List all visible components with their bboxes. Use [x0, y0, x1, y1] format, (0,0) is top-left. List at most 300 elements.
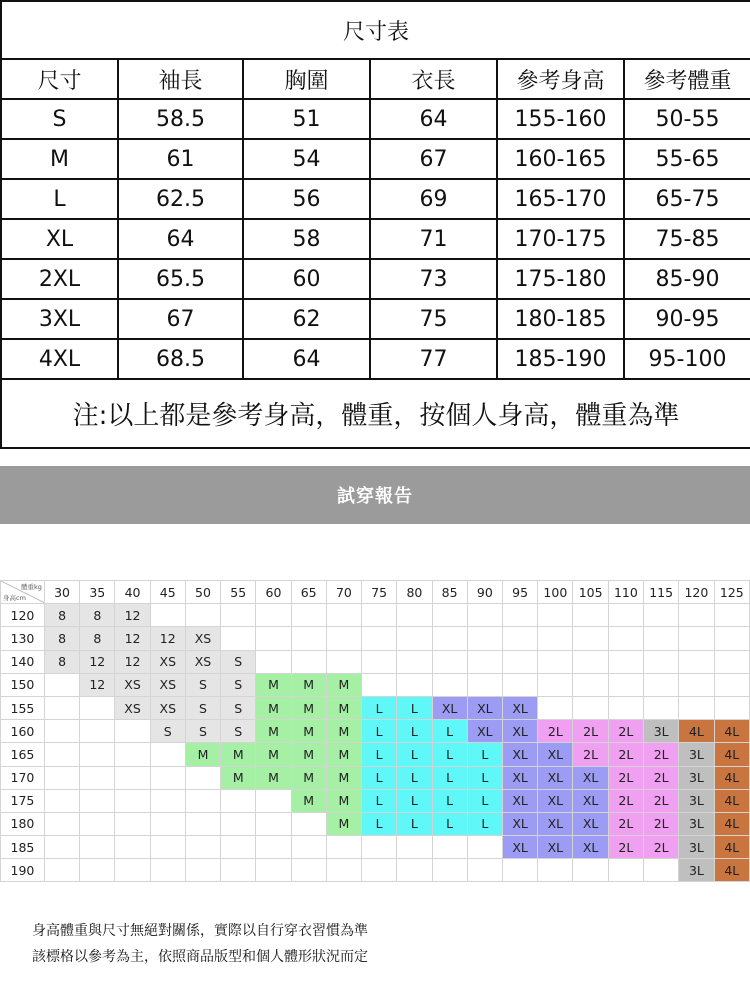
size-suggestion-cell: L: [397, 789, 432, 812]
size-suggestion-cell: L: [467, 766, 502, 789]
size-suggestion-cell: [362, 836, 397, 859]
size-suggestion-cell: XL: [573, 812, 608, 835]
weight-label: 90: [467, 581, 502, 604]
size-suggestion-cell: XL: [502, 696, 537, 719]
height-label: 175: [1, 789, 45, 812]
size-suggestion-cell: [115, 859, 150, 882]
size-suggestion-cell: [714, 627, 749, 650]
header-sleeve: 袖長: [118, 59, 243, 99]
weight-label: 40: [115, 581, 150, 604]
size-suggestion-cell: XS: [115, 696, 150, 719]
size-suggestion-cell: L: [397, 766, 432, 789]
size-suggestion-cell: [714, 673, 749, 696]
size-suggestion-cell: 2L: [644, 812, 679, 835]
size-suggestion-cell: M: [326, 720, 361, 743]
size-cell-ref-height: 160-165: [497, 139, 624, 179]
size-cell-chest: 51: [243, 99, 370, 139]
size-suggestion-cell: [44, 836, 79, 859]
size-suggestion-cell: 12: [115, 604, 150, 627]
size-suggestion-cell: S: [185, 696, 220, 719]
size-suggestion-cell: XL: [502, 836, 537, 859]
height-label: 180: [1, 812, 45, 835]
size-suggestion-cell: [608, 627, 643, 650]
size-suggestion-cell: XS: [185, 650, 220, 673]
size-suggestion-cell: [608, 696, 643, 719]
size-suggestion-cell: [185, 604, 220, 627]
size-suggestion-cell: [185, 766, 220, 789]
size-suggestion-cell: [432, 604, 467, 627]
size-cell-length: 69: [370, 179, 497, 219]
height-label: 160: [1, 720, 45, 743]
size-suggestion-cell: [150, 743, 185, 766]
size-cell-sleeve: 68.5: [118, 339, 243, 379]
size-cell-size: S: [1, 99, 118, 139]
weight-label: 50: [185, 581, 220, 604]
size-suggestion-cell: [44, 812, 79, 835]
size-suggestion-cell: [115, 720, 150, 743]
size-suggestion-cell: S: [185, 673, 220, 696]
weight-label: 95: [502, 581, 537, 604]
size-suggestion-cell: M: [256, 720, 291, 743]
grid-corner: [1, 581, 45, 604]
weight-label: 120: [679, 581, 714, 604]
weight-header-row: [1, 581, 750, 604]
size-suggestion-cell: [608, 604, 643, 627]
size-suggestion-cell: XL: [573, 766, 608, 789]
size-cell-length: 77: [370, 339, 497, 379]
size-cell-chest: 62: [243, 299, 370, 339]
size-cell-sleeve: 67: [118, 299, 243, 339]
size-suggestion-cell: XL: [467, 696, 502, 719]
size-suggestion-cell: [115, 812, 150, 835]
size-suggestion-cell: M: [291, 789, 326, 812]
size-cell-ref-weight: 75-85: [624, 219, 750, 259]
size-suggestion-cell: 2L: [573, 720, 608, 743]
size-suggestion-cell: M: [326, 696, 361, 719]
size-cell-ref-weight: 65-75: [624, 179, 750, 219]
size-suggestion-cell: [714, 604, 749, 627]
size-suggestion-cell: [44, 720, 79, 743]
size-suggestion-cell: [362, 604, 397, 627]
size-suggestion-cell: [44, 696, 79, 719]
size-suggestion-cell: S: [150, 720, 185, 743]
size-cell-sleeve: 58.5: [118, 99, 243, 139]
size-cell-ref-weight: 50-55: [624, 99, 750, 139]
size-suggestion-cell: [362, 673, 397, 696]
size-suggestion-cell: [538, 604, 573, 627]
size-suggestion-cell: 2L: [644, 766, 679, 789]
size-cell-chest: 56: [243, 179, 370, 219]
size-suggestion-cell: L: [362, 789, 397, 812]
size-suggestion-cell: 3L: [679, 859, 714, 882]
size-cell-sleeve: 64: [118, 219, 243, 259]
size-suggestion-cell: L: [397, 720, 432, 743]
size-suggestion-cell: [291, 627, 326, 650]
size-suggestion-cell: 4L: [714, 766, 749, 789]
size-cell-sleeve: 62.5: [118, 179, 243, 219]
size-cell-chest: 64: [243, 339, 370, 379]
size-suggestion-cell: [80, 859, 115, 882]
size-suggestion-cell: S: [221, 650, 256, 673]
size-suggestion-cell: [644, 696, 679, 719]
size-suggestion-cell: [185, 812, 220, 835]
size-chart-header-row: [1, 59, 750, 99]
size-suggestion-cell: [679, 650, 714, 673]
size-suggestion-cell: 3L: [679, 836, 714, 859]
size-suggestion-cell: [397, 859, 432, 882]
size-suggestion-cell: [326, 604, 361, 627]
size-cell-ref-height: 175-180: [497, 259, 624, 299]
size-suggestion-cell: [608, 673, 643, 696]
size-suggestion-cell: [185, 836, 220, 859]
height-label: 150: [1, 673, 45, 696]
height-row: [1, 789, 750, 812]
size-row: [1, 139, 750, 179]
size-suggestion-cell: L: [467, 789, 502, 812]
size-row: [1, 99, 750, 139]
weight-label: 60: [256, 581, 291, 604]
height-label: 170: [1, 766, 45, 789]
size-suggestion-cell: [221, 859, 256, 882]
size-suggestion-cell: 8: [44, 650, 79, 673]
size-suggestion-cell: XL: [502, 789, 537, 812]
size-cell-ref-weight: 85-90: [624, 259, 750, 299]
size-cell-size: M: [1, 139, 118, 179]
weight-label: 55: [221, 581, 256, 604]
weight-label: 30: [44, 581, 79, 604]
size-suggestion-cell: M: [326, 766, 361, 789]
size-suggestion-cell: [502, 673, 537, 696]
size-suggestion-cell: L: [432, 766, 467, 789]
size-suggestion-cell: [644, 650, 679, 673]
size-suggestion-cell: XL: [573, 789, 608, 812]
size-suggestion-cell: 2L: [573, 743, 608, 766]
size-suggestion-cell: XS: [150, 696, 185, 719]
weight-label: 115: [644, 581, 679, 604]
size-suggestion-cell: [538, 673, 573, 696]
height-row: [1, 696, 750, 719]
height-label: 165: [1, 743, 45, 766]
height-row: [1, 673, 750, 696]
size-cell-sleeve: 65.5: [118, 259, 243, 299]
size-cell-chest: 58: [243, 219, 370, 259]
size-suggestion-cell: L: [362, 812, 397, 835]
size-suggestion-cell: 2L: [644, 743, 679, 766]
size-suggestion-cell: M: [221, 766, 256, 789]
size-suggestion-cell: [80, 766, 115, 789]
size-suggestion-cell: [185, 789, 220, 812]
size-suggestion-cell: L: [432, 812, 467, 835]
size-suggestion-cell: [44, 766, 79, 789]
size-suggestion-cell: 3L: [679, 789, 714, 812]
size-cell-size: L: [1, 179, 118, 219]
height-row: [1, 627, 750, 650]
size-suggestion-cell: L: [397, 696, 432, 719]
header-chest: 胸圍: [243, 59, 370, 99]
size-suggestion-cell: L: [397, 812, 432, 835]
weight-label: 35: [80, 581, 115, 604]
size-suggestion-cell: [256, 789, 291, 812]
size-chart-note: 注:以上都是參考身高，體重，按個人身高，體重為準: [1, 379, 750, 448]
size-suggestion-cell: [362, 859, 397, 882]
size-suggestion-cell: [362, 650, 397, 673]
size-suggestion-cell: [256, 812, 291, 835]
size-suggestion-cell: [644, 627, 679, 650]
size-suggestion-cell: 4L: [679, 720, 714, 743]
size-suggestion-cell: [221, 627, 256, 650]
size-suggestion-cell: XL: [538, 812, 573, 835]
size-suggestion-cell: 12: [115, 627, 150, 650]
height-row: [1, 812, 750, 835]
size-cell-ref-height: 165-170: [497, 179, 624, 219]
size-suggestion-cell: M: [256, 766, 291, 789]
size-suggestion-cell: [467, 859, 502, 882]
size-suggestion-cell: XS: [185, 627, 220, 650]
height-label: 190: [1, 859, 45, 882]
size-suggestion-cell: 12: [115, 650, 150, 673]
size-suggestion-cell: [679, 673, 714, 696]
size-suggestion-cell: [432, 650, 467, 673]
size-suggestion-cell: [221, 604, 256, 627]
weight-label: 100: [538, 581, 573, 604]
size-suggestion-cell: 2L: [608, 720, 643, 743]
size-suggestion-cell: [714, 696, 749, 719]
size-suggestion-cell: [221, 836, 256, 859]
size-suggestion-cell: M: [256, 743, 291, 766]
size-cell-ref-height: 185-190: [497, 339, 624, 379]
size-suggestion-cell: M: [291, 766, 326, 789]
size-suggestion-cell: [326, 836, 361, 859]
size-suggestion-cell: 4L: [714, 859, 749, 882]
size-cell-chest: 54: [243, 139, 370, 179]
size-suggestion-cell: [397, 627, 432, 650]
size-suggestion-cell: M: [326, 789, 361, 812]
size-cell-ref-weight: 95-100: [624, 339, 750, 379]
size-suggestion-cell: 2L: [608, 836, 643, 859]
size-suggestion-cell: [467, 627, 502, 650]
size-suggestion-cell: [432, 836, 467, 859]
size-suggestion-cell: [185, 859, 220, 882]
size-suggestion-cell: 3L: [679, 812, 714, 835]
size-suggestion-cell: [538, 859, 573, 882]
size-suggestion-cell: XL: [538, 743, 573, 766]
size-suggestion-cell: 12: [80, 650, 115, 673]
height-label: 130: [1, 627, 45, 650]
size-suggestion-cell: L: [432, 743, 467, 766]
size-suggestion-cell: M: [291, 720, 326, 743]
size-suggestion-cell: XL: [538, 766, 573, 789]
size-suggestion-cell: [432, 627, 467, 650]
size-suggestion-cell: [573, 650, 608, 673]
size-row: [1, 219, 750, 259]
size-suggestion-cell: L: [362, 720, 397, 743]
height-row: [1, 650, 750, 673]
size-suggestion-cell: [80, 836, 115, 859]
size-cell-size: XL: [1, 219, 118, 259]
size-suggestion-cell: [573, 673, 608, 696]
size-suggestion-cell: XL: [502, 743, 537, 766]
size-suggestion-cell: [150, 859, 185, 882]
size-suggestion-cell: [538, 650, 573, 673]
size-suggestion-cell: 8: [80, 627, 115, 650]
size-suggestion-cell: [150, 812, 185, 835]
size-suggestion-cell: L: [467, 743, 502, 766]
size-suggestion-cell: [291, 604, 326, 627]
size-suggestion-cell: [432, 673, 467, 696]
size-suggestion-cell: [573, 604, 608, 627]
size-suggestion-cell: 2L: [644, 836, 679, 859]
size-cell-length: 73: [370, 259, 497, 299]
size-cell-length: 71: [370, 219, 497, 259]
size-suggestion-cell: XL: [467, 720, 502, 743]
size-suggestion-cell: 12: [150, 627, 185, 650]
size-suggestion-cell: S: [221, 720, 256, 743]
size-suggestion-cell: S: [185, 720, 220, 743]
weight-label: 110: [608, 581, 643, 604]
size-suggestion-cell: [44, 859, 79, 882]
size-suggestion-cell: M: [256, 696, 291, 719]
size-suggestion-cell: [256, 627, 291, 650]
size-suggestion-cell: [150, 789, 185, 812]
fit-note-line-2: 該標格以參考為主，依照商品版型和個人體形狀況而定: [32, 949, 368, 965]
size-cell-ref-height: 155-160: [497, 99, 624, 139]
size-suggestion-cell: [538, 696, 573, 719]
size-suggestion-cell: [573, 696, 608, 719]
size-cell-chest: 60: [243, 259, 370, 299]
size-suggestion-cell: L: [432, 720, 467, 743]
size-cell-size: 3XL: [1, 299, 118, 339]
size-suggestion-cell: [362, 627, 397, 650]
size-suggestion-cell: L: [362, 766, 397, 789]
size-suggestion-cell: 4L: [714, 836, 749, 859]
size-suggestion-cell: L: [362, 696, 397, 719]
size-suggestion-cell: 12: [80, 673, 115, 696]
weight-label: 80: [397, 581, 432, 604]
size-suggestion-cell: [80, 789, 115, 812]
size-suggestion-cell: [679, 604, 714, 627]
size-suggestion-cell: [115, 766, 150, 789]
size-suggestion-cell: 2L: [644, 789, 679, 812]
size-suggestion-cell: [44, 743, 79, 766]
size-cell-size: 4XL: [1, 339, 118, 379]
size-cell-ref-height: 170-175: [497, 219, 624, 259]
header-ref-height: 參考身高: [497, 59, 624, 99]
height-row: [1, 859, 750, 882]
size-suggestion-cell: [502, 859, 537, 882]
size-suggestion-cell: XL: [502, 720, 537, 743]
size-suggestion-cell: [115, 743, 150, 766]
size-suggestion-cell: [397, 604, 432, 627]
size-suggestion-cell: [644, 859, 679, 882]
weight-label: 125: [714, 581, 749, 604]
corner-weight-label: 體重kg: [21, 583, 42, 591]
size-suggestion-cell: [256, 836, 291, 859]
size-suggestion-cell: [397, 673, 432, 696]
size-suggestion-cell: [80, 696, 115, 719]
size-row: [1, 299, 750, 339]
size-row: [1, 179, 750, 219]
weight-label: 65: [291, 581, 326, 604]
size-suggestion-cell: [115, 789, 150, 812]
height-row: [1, 766, 750, 789]
trial-report-table: [0, 580, 750, 882]
size-cell-sleeve: 61: [118, 139, 243, 179]
size-suggestion-cell: 4L: [714, 743, 749, 766]
size-suggestion-cell: XL: [502, 812, 537, 835]
size-suggestion-cell: [502, 650, 537, 673]
size-chart-table: [0, 0, 750, 449]
size-suggestion-cell: L: [467, 812, 502, 835]
size-suggestion-cell: XS: [115, 673, 150, 696]
size-suggestion-cell: 8: [80, 604, 115, 627]
height-label: 120: [1, 604, 45, 627]
size-suggestion-cell: 4L: [714, 789, 749, 812]
size-suggestion-cell: [80, 743, 115, 766]
size-suggestion-cell: [80, 812, 115, 835]
size-suggestion-cell: 2L: [608, 743, 643, 766]
size-suggestion-cell: 4L: [714, 812, 749, 835]
weight-label: 45: [150, 581, 185, 604]
size-suggestion-cell: [326, 650, 361, 673]
size-suggestion-cell: [256, 859, 291, 882]
header-length: 衣長: [370, 59, 497, 99]
size-suggestion-cell: XL: [538, 789, 573, 812]
size-suggestion-cell: [150, 604, 185, 627]
size-cell-ref-weight: 90-95: [624, 299, 750, 339]
size-suggestion-cell: [467, 650, 502, 673]
size-suggestion-cell: [432, 859, 467, 882]
size-cell-size: 2XL: [1, 259, 118, 299]
size-suggestion-cell: XL: [573, 836, 608, 859]
size-suggestion-cell: [644, 604, 679, 627]
size-suggestion-cell: S: [221, 696, 256, 719]
size-suggestion-cell: [150, 766, 185, 789]
size-suggestion-cell: [221, 812, 256, 835]
size-cell-length: 67: [370, 139, 497, 179]
size-cell-length: 75: [370, 299, 497, 339]
size-suggestion-cell: 8: [44, 627, 79, 650]
weight-label: 70: [326, 581, 361, 604]
size-suggestion-cell: [467, 673, 502, 696]
size-suggestion-cell: [608, 650, 643, 673]
trial-report-title: 試穿報告: [337, 486, 413, 507]
size-suggestion-cell: [115, 836, 150, 859]
trial-report-grid: [0, 580, 750, 882]
size-suggestion-cell: XS: [150, 650, 185, 673]
size-chart-title: 尺寸表: [1, 1, 750, 59]
size-suggestion-cell: [326, 859, 361, 882]
size-suggestion-cell: [291, 836, 326, 859]
size-suggestion-cell: M: [326, 673, 361, 696]
height-row: [1, 836, 750, 859]
size-cell-ref-weight: 55-65: [624, 139, 750, 179]
height-label: 185: [1, 836, 45, 859]
size-suggestion-cell: XS: [150, 673, 185, 696]
size-suggestion-cell: M: [185, 743, 220, 766]
corner-height-label: 身高cm: [3, 594, 26, 603]
size-suggestion-cell: [502, 627, 537, 650]
size-suggestion-cell: 2L: [608, 812, 643, 835]
size-suggestion-cell: [714, 650, 749, 673]
size-suggestion-cell: 2L: [608, 766, 643, 789]
trial-report-banner: [0, 466, 750, 524]
size-suggestion-cell: [679, 627, 714, 650]
size-suggestion-cell: XL: [502, 766, 537, 789]
weight-label: 105: [573, 581, 608, 604]
height-label: 155: [1, 696, 45, 719]
size-suggestion-cell: [644, 673, 679, 696]
size-suggestion-cell: [538, 627, 573, 650]
